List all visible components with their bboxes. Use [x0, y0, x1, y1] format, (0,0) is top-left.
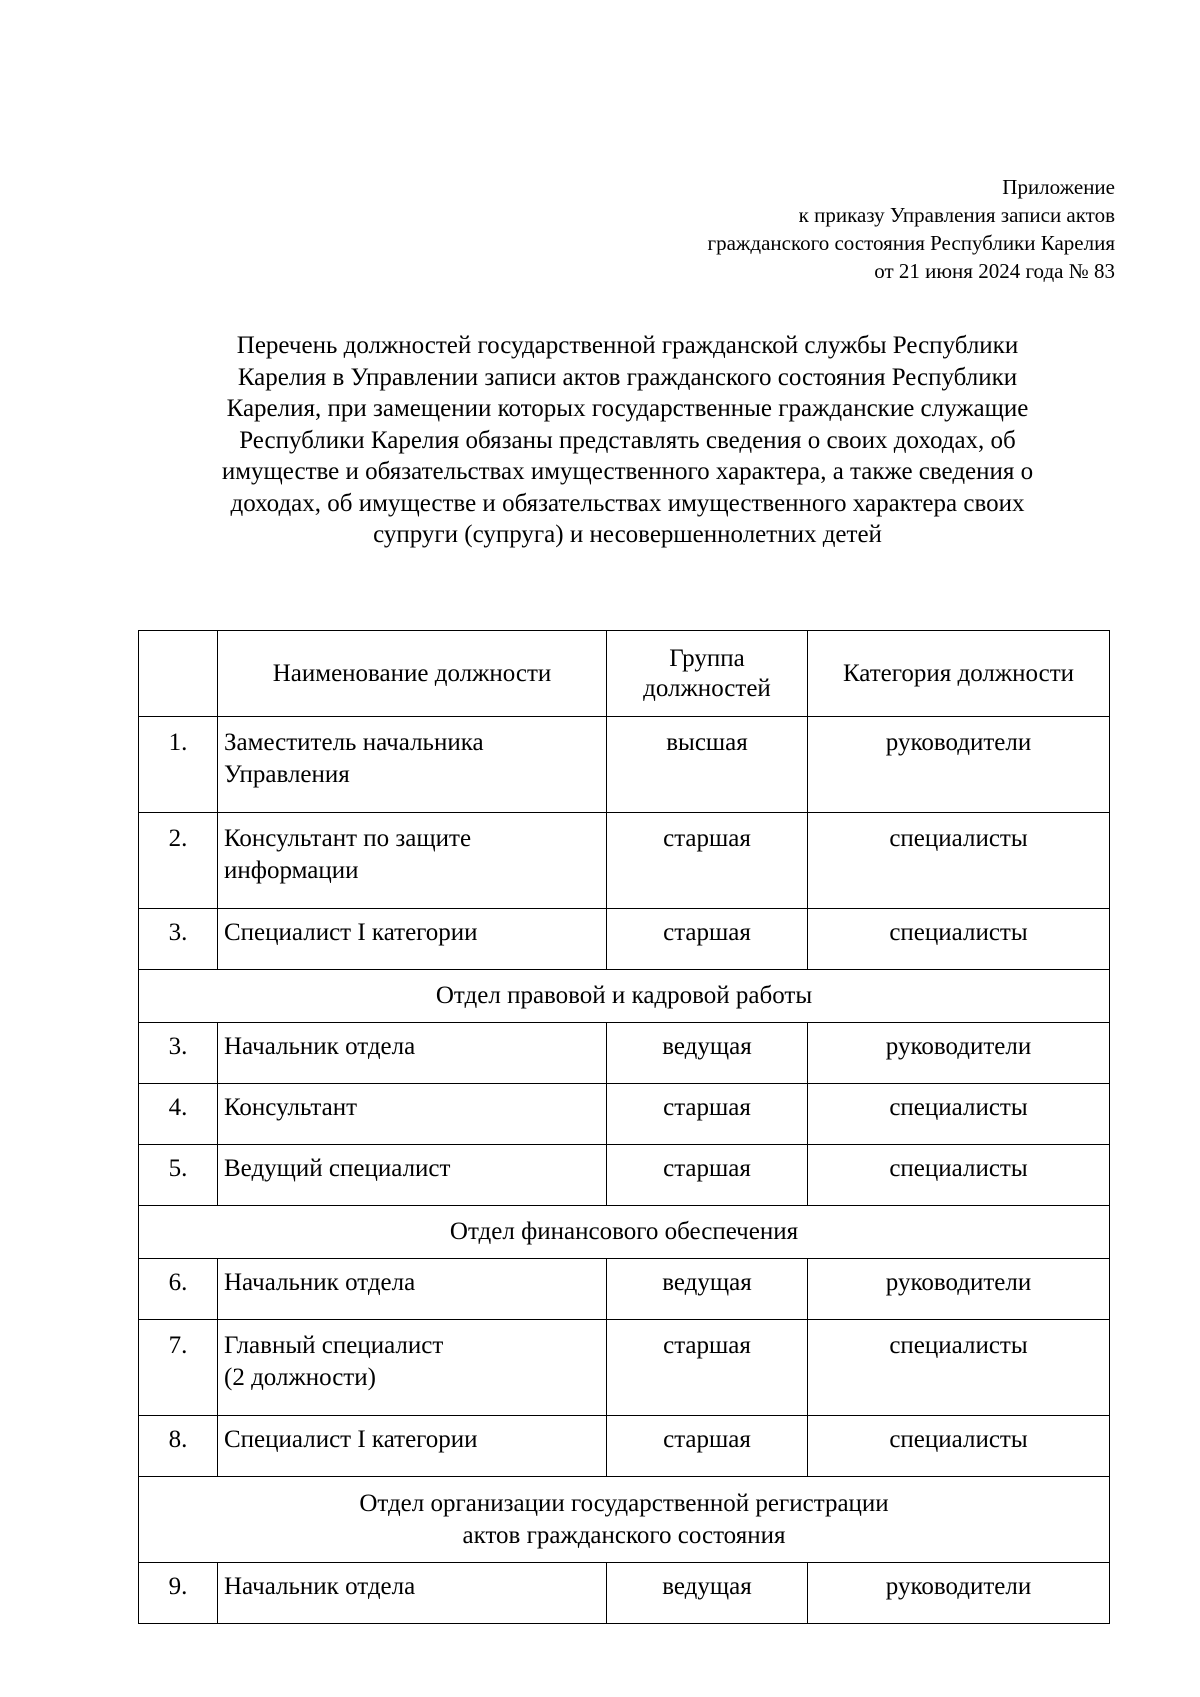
position-name-line: Главный специалист [224, 1332, 444, 1359]
position-name-line: (2 должности) [224, 1364, 376, 1391]
appendix-order-ref-cont: гражданского состояния Республики Карелия [707, 231, 1115, 255]
position-group: ведущая [607, 1563, 808, 1624]
table-row [139, 1416, 1110, 1477]
title-line: Перечень должностей государственной гражданской службы Республики [236, 332, 1019, 359]
position-group: высшая [607, 717, 808, 813]
table-row [139, 1259, 1110, 1320]
row-number: 2. [139, 813, 218, 909]
row-number: 4. [139, 1084, 218, 1145]
title-line: супруги (супруга) и несовершеннолетних детей [373, 521, 882, 548]
position-category: руководители [808, 1259, 1110, 1320]
header-group-line: должностей [643, 674, 771, 702]
position-category: специалисты [808, 1145, 1110, 1206]
title-line: Карелия, при замещении которых государственные гражданские служащие [226, 395, 1029, 422]
table-row [139, 717, 1110, 813]
position-category: руководители [808, 1563, 1110, 1624]
section-title: Отдел финансового обеспечения [139, 1206, 1110, 1259]
title-line: Карелия в Управлении записи актов гражданского состояния Республики [237, 363, 1018, 391]
section-row [139, 1206, 1110, 1259]
position-name [218, 813, 607, 909]
title-line: доходах, об имуществе и обязательствах имущественного характера своих [230, 489, 1025, 517]
position-name: Специалист I категории [218, 909, 607, 970]
position-name: Начальник отдела [218, 1023, 607, 1084]
position-category: руководители [808, 717, 1110, 813]
position-name-line: Заместитель начальника [224, 729, 484, 756]
row-number: 3. [139, 1023, 218, 1084]
position-name [218, 1320, 607, 1416]
position-category: специалисты [808, 1416, 1110, 1477]
table-row [139, 1084, 1110, 1145]
header-number-cell [139, 631, 218, 717]
position-name: Специалист I категории [218, 1416, 607, 1477]
position-category: специалисты [808, 813, 1110, 909]
appendix-order-date: от 21 июня 2024 года № 83 [874, 259, 1115, 283]
position-name-line: информации [224, 857, 359, 884]
appendix-label: Приложение [1002, 175, 1115, 199]
section-title: Отдел правовой и кадровой работы [139, 970, 1110, 1023]
position-name-line: Управления [224, 761, 350, 788]
position-group: старшая [607, 1320, 808, 1416]
table-header-row [139, 631, 1110, 717]
table-row [139, 909, 1110, 970]
row-number: 7. [139, 1320, 218, 1416]
section-row [139, 970, 1110, 1023]
table-row [139, 1145, 1110, 1206]
position-group: старшая [607, 813, 808, 909]
position-name: Консультант [218, 1084, 607, 1145]
header-position-name: Наименование должности [218, 631, 607, 717]
position-category: специалисты [808, 909, 1110, 970]
position-group: ведущая [607, 1023, 808, 1084]
position-name: Начальник отдела [218, 1259, 607, 1320]
position-category: специалисты [808, 1320, 1110, 1416]
table-row [139, 1563, 1110, 1624]
row-number: 8. [139, 1416, 218, 1477]
header-group-line: Группа [669, 644, 745, 672]
header-position-group [607, 631, 808, 717]
row-number: 3. [139, 909, 218, 970]
appendix-order-ref: к приказу Управления записи актов [798, 203, 1115, 227]
position-group: старшая [607, 1084, 808, 1145]
position-group: ведущая [607, 1259, 808, 1320]
position-group: старшая [607, 909, 808, 970]
position-name [218, 717, 607, 813]
position-name: Начальник отдела [218, 1563, 607, 1624]
position-name-line: Консультант по защите [224, 825, 472, 852]
appendix-header [515, 173, 1115, 285]
title-line: Республики Карелия обязаны представлять сведения о своих доходах, об [239, 426, 1016, 454]
position-category: специалисты [808, 1084, 1110, 1145]
document-title [135, 330, 1120, 551]
title-line: имуществе и обязательствах имущественного характера, а также сведения о [221, 458, 1034, 485]
header-position-category: Категория должности [808, 631, 1110, 717]
positions-table [138, 630, 1110, 1624]
table-row [139, 813, 1110, 909]
table-row [139, 1023, 1110, 1084]
position-name: Ведущий специалист [218, 1145, 607, 1206]
row-number: 9. [139, 1563, 218, 1624]
table-row [139, 1320, 1110, 1416]
row-number: 6. [139, 1259, 218, 1320]
section-title-line: актов гражданского состояния [462, 1521, 786, 1549]
section-title-line: Отдел организации государственной регистрации [359, 1489, 889, 1517]
position-group: старшая [607, 1416, 808, 1477]
position-group: старшая [607, 1145, 808, 1206]
row-number: 1. [139, 717, 218, 813]
section-title [139, 1477, 1110, 1563]
section-row [139, 1477, 1110, 1563]
row-number: 5. [139, 1145, 218, 1206]
position-category: руководители [808, 1023, 1110, 1084]
